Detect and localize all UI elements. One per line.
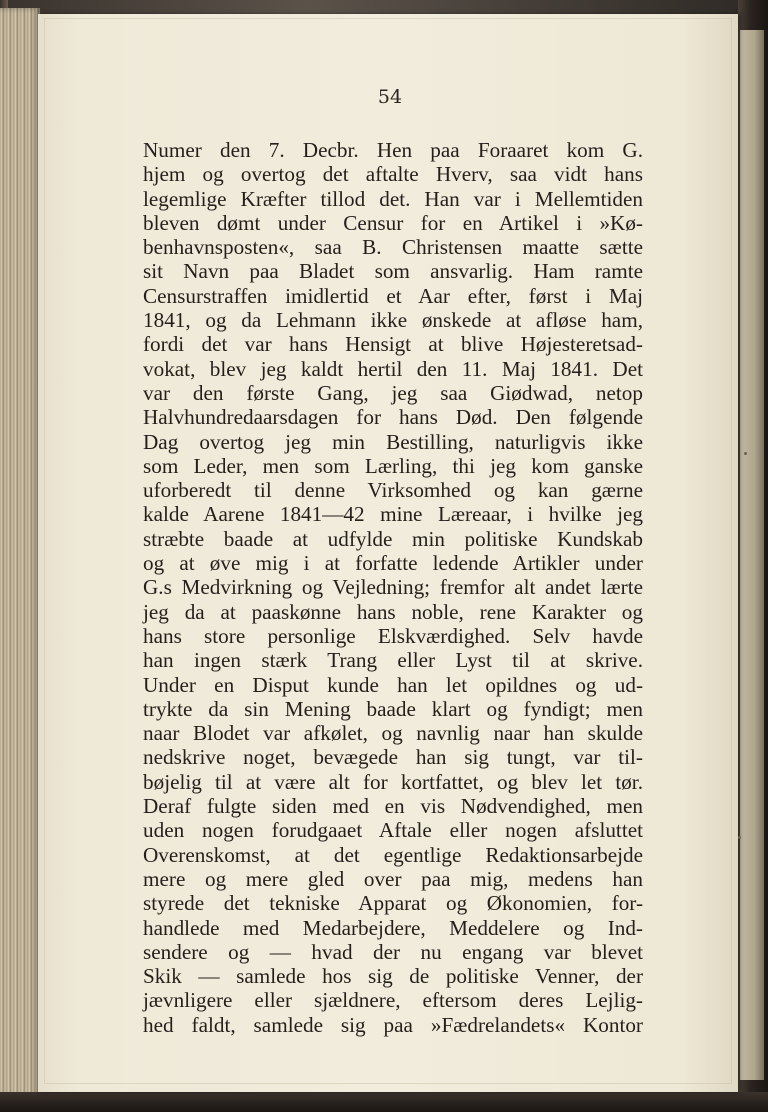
text-line: fordi det var hans Hensigt at blive Højesteretsad- [143, 332, 643, 357]
text-line: Censurstraffen imidlertid et Aar efter, først i Maj [143, 283, 643, 308]
text-line: styrede det tekniske Apparat og Økonomien, for- [143, 891, 643, 916]
top-edge [0, 0, 768, 14]
text-line: og at øve mig i at forfatte ledende Artikler under [143, 551, 643, 576]
text-line: hed faldt, samlede sig paa »Fædrelandets« Kontor [143, 1012, 643, 1037]
text-line: bleven dømt under Censur for en Artikel i »Kø- [143, 210, 643, 235]
text-line: jævnligere eller sjældnere, eftersom deres Lejlig- [143, 988, 643, 1013]
text-line: uforberedt til denne Virksomhed og kan gærne [143, 478, 643, 503]
paper-speck [738, 836, 741, 839]
text-line: hjem og overtog det aftalte Hverv, saa vidt hans [143, 162, 643, 187]
text-line: Skik — samlede hos sig de politiske Venner, der [143, 964, 643, 989]
text-line: Numer den 7. Decbr. Hen paa Foraaret kom G. [143, 138, 643, 162]
text-line: stræbte baade at udfylde min politiske Kundskab [143, 526, 643, 551]
bottom-edge [0, 1092, 768, 1112]
text-line: vokat, blev jeg kaldt hertil den 11. Maj 1841. Det [143, 356, 643, 381]
text-line: G.s Medvirkning og Vejledning; fremfor alt andet lærte [143, 575, 643, 600]
text-line: som Leder, men som Lærling, thi jeg kom ganske [143, 453, 643, 478]
text-line: nedskrive noget, bevægede han sig tungt, var til- [143, 745, 643, 770]
text-line: Dag overtog jeg min Bestilling, naturligvis ikke [143, 429, 643, 454]
text-line: Overenskomst, at det egentlige Redaktionsarbejde [143, 842, 643, 867]
text-line: Deraf fulgte siden med en vis Nødvendighed, men [143, 794, 643, 819]
text-line: bøjelig til at være alt for kortfattet, og blev let tør. [143, 769, 643, 794]
stacked-page-edges [0, 8, 40, 1098]
text-line: Under en Disput kunde han let opildnes og ud- [143, 672, 643, 697]
text-line: naar Blodet var afkølet, og navnlig naar han skulde [143, 721, 643, 746]
text-line: hans store personlige Elskværdighed. Selv havde [143, 623, 643, 648]
page-number: 54 [377, 86, 403, 108]
text-line: 1841, og da Lehmann ikke ønskede at afløse ham, [143, 308, 643, 333]
text-line: jeg da at paaskønne hans noble, rene Karakter og [143, 599, 643, 624]
text-line: sit Navn paa Bladet som ansvarlig. Ham ramte [143, 259, 643, 284]
page-body-text [143, 138, 643, 1037]
text-line: han ingen stærk Trang eller Lyst til at skrive. [143, 648, 643, 673]
text-line: mere og mere gled over paa mig, medens han [143, 866, 643, 891]
text-line: var den første Gang, jeg saa Giødwad, netop [143, 380, 643, 405]
text-line: kalde Aarene 1841—42 mine Læreaar, i hvilke jeg [143, 502, 643, 527]
paper-speck [744, 452, 747, 455]
next-page-edge [740, 30, 764, 1080]
text-line: Halvhundredaarsdagen for hans Død. Den følgende [143, 405, 643, 430]
text-line: sendere og — hvad der nu engang var blevet [143, 939, 643, 964]
text-line: handlede med Medarbejdere, Meddelere og Ind- [143, 915, 643, 940]
text-line: legemlige Kræfter tillod det. Han var i Mellemtiden [143, 186, 643, 211]
text-line: trykte da sin Mening baade klart og fyndigt; men [143, 696, 643, 721]
text-line: benhavnsposten«, saa B. Christensen maatte sætte [143, 235, 643, 260]
text-line: uden nogen forudgaaet Aftale eller nogen afsluttet [143, 818, 643, 843]
